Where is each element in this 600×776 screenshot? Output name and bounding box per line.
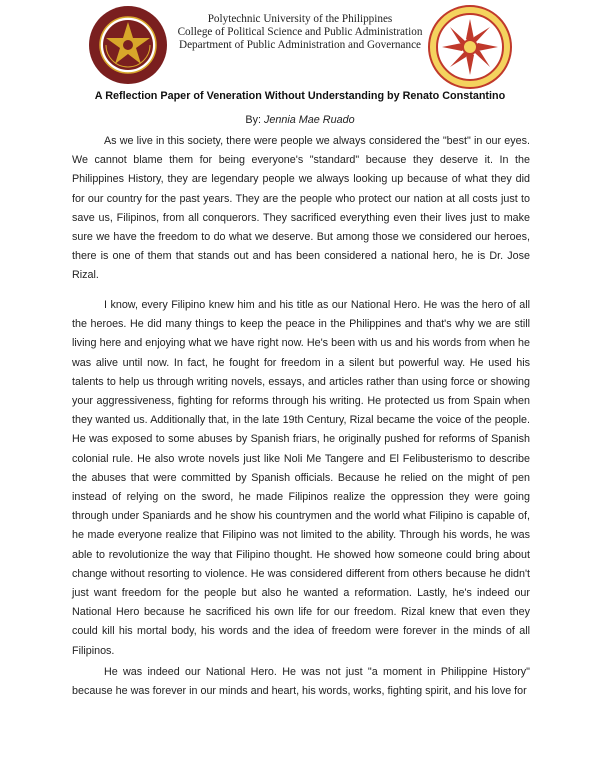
byline xyxy=(0,114,600,126)
university-name: Polytechnic University of the Philippines xyxy=(207,13,393,25)
college-name: College of Political Science and Public Administration xyxy=(177,26,423,38)
paragraph-2: I know, every Filipino knew him and his title as our National Hero. He was the hero of all the heroes. He did many things to keep the peace in the Philippines and that's why we are still living here and enjoying what we have right now. He's been with us and his words from when he was alive until now. In fact, he fought for freedom in a silent but powerful way. He used his talents to help us through writing novels, essays, and articles rather than using force or showing your aggressiveness, fighting for reforms through his writing. He protected us from Spain when they wanted us. Additionally that, in the late 19th Century, Rizal became the voice of the people. He was exposed to some abuses by Spanish friars, he originally pushed for reforms of Spanish colonial rule. He also wrote novels just like Noli Me Tangere and El Felibusterismo to describe the abuses that were committed by Spanish officials. Because he relied on the might of pen instead of relying on the sword, he made Filipinos realize the oppression they were going through under Spaniards and he show his countrymen and the world what Filipino is capable of, he made everyone realize that Filipino was not limited to the ability. Through his words, he was able to revolutionize the way that Filipino thought. He showed how someone could bring about change without resorting to violence. He was considered different from others because he didn't just want freedom for the people but also he wanted a reformation. Lastly, he's indeed our National Hero because he sacrificed his own life for our freedom. Rizal knew that even they could kill his mortal body, his words and the idea of freedom were forever in the minds of all Filipinos. xyxy=(72,299,530,657)
department-logo xyxy=(428,5,512,89)
paper-title: A Reflection Paper of Veneration Without Understanding by Renato Constantino xyxy=(94,90,506,102)
author-name: Jennia Mae Ruado xyxy=(263,114,355,126)
paragraph-3: He was indeed our National Hero. He was not just "a moment in Philippine History" because he was forever in our minds and heart, his words, works, fighting spirit, and his love for xyxy=(72,666,530,698)
paragraph-1: As we live in this society, there were people we always considered the "best" in our eyes. We cannot blame them for being everyone's "standard" because they deserve it. In the Philippines History, they are legendary people we always looking up because of what they did for our country for the past years. They are the people who protect our nation at all costs just to save us, Filipinos, from all conquerors. They sacrificed everything even their lives just to make sure we have the freedom to do what we deserve. But among those we considered our heroes, there is one of them that stands out and has been considered a national hero, he is Dr. Jose Rizal. xyxy=(72,135,530,282)
by-label: By: xyxy=(245,114,261,126)
department-name: Department of Public Administration and Governance xyxy=(178,39,422,51)
sun-icon xyxy=(463,40,477,54)
